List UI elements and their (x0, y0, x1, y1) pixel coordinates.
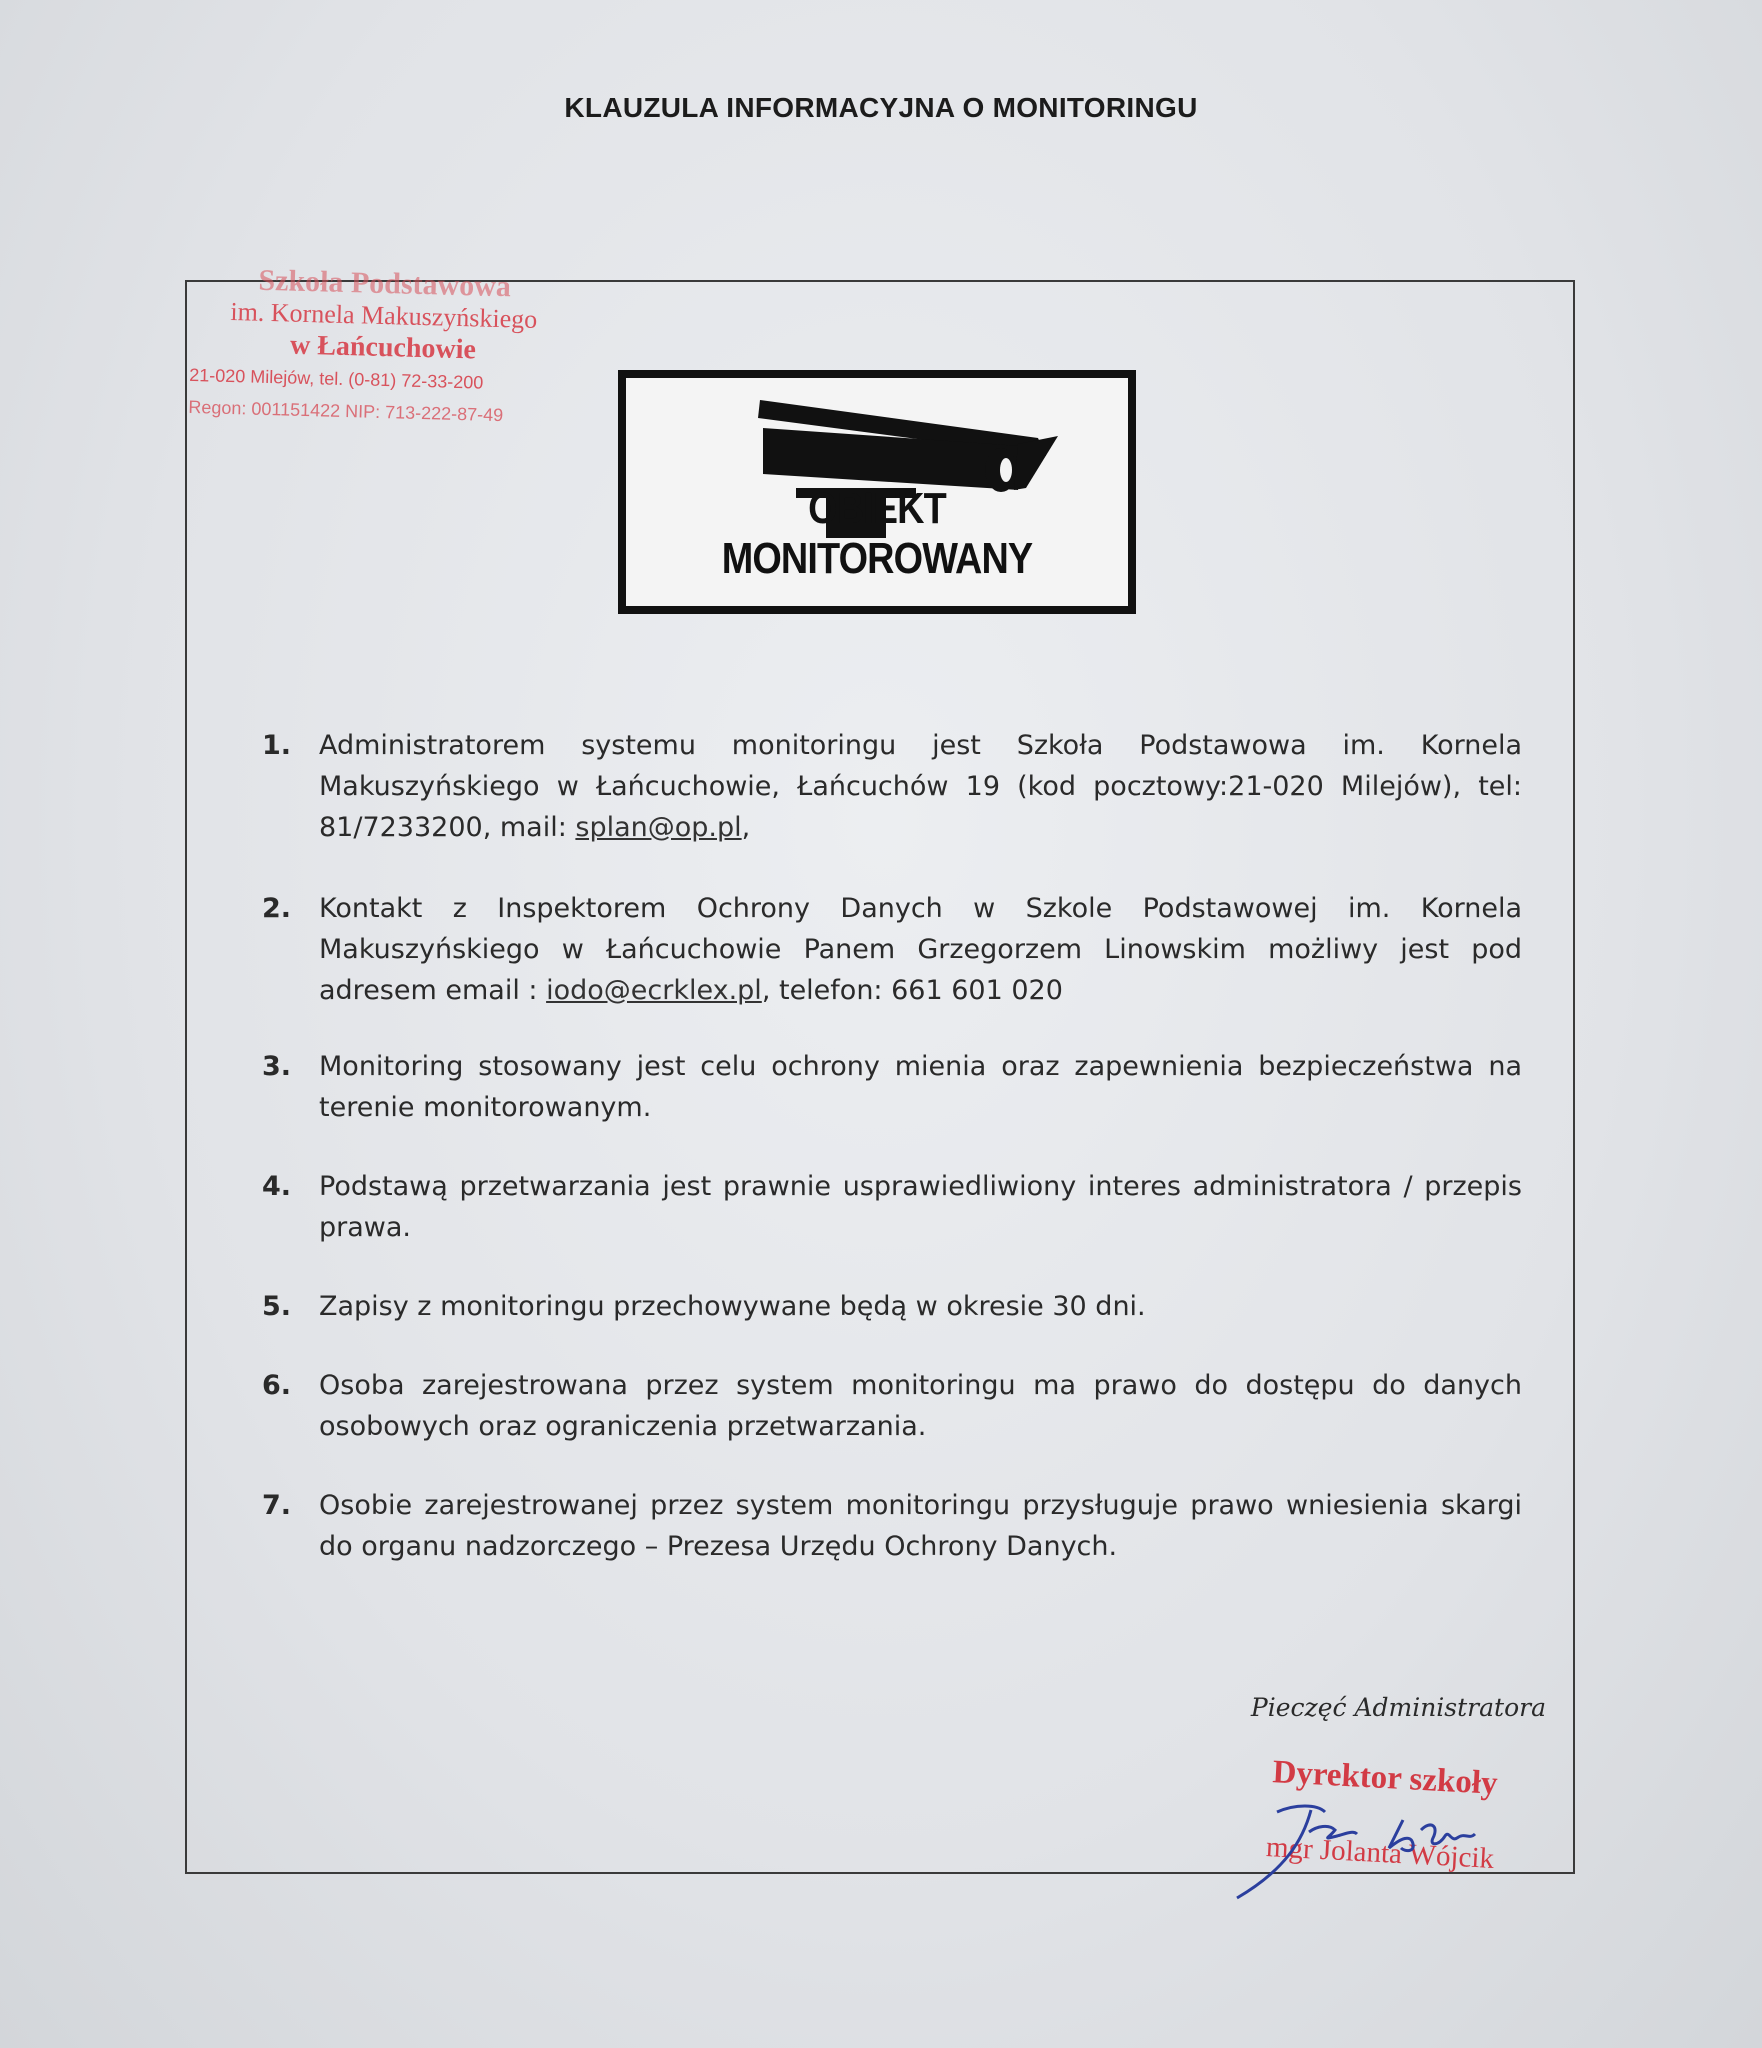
stamp-ids: Regon: 001151422 NIP: 713-222-87-49 (188, 396, 504, 426)
list-item: 4. Podstawą przetwarzania jest prawnie usprawiedliwiony interes administratora / przepis prawa. (262, 1166, 1522, 1248)
item-number: 4. (262, 1171, 292, 1202)
director-title-stamp: Dyrektor szkoły (1271, 1754, 1499, 1802)
stamp-town: w Łańcuchowie (289, 329, 477, 366)
monitoring-sign (618, 370, 1136, 614)
director-name-stamp: mgr Jolanta Wójcik (1265, 1831, 1495, 1875)
stamp-address: 21-020 Milejów, tel. (0-81) 72-33-200 (188, 364, 484, 393)
document-title: KLAUZULA INFORMACYJNA O MONITORINGU (564, 92, 1198, 123)
sign-label: OBIEKT MONITOROWANY (721, 484, 1033, 583)
item-number: 2. (262, 893, 292, 924)
item-number: 7. (262, 1490, 292, 1521)
stamp-patron: im. Kornela Makuszyńskiego (230, 296, 538, 335)
admin-seal-label: Pieczęć Administratora (1250, 1693, 1546, 1722)
iod-email-link[interactable]: iodo@ecrklex.pl (546, 975, 762, 1006)
list-item: 7. Osobie zarejestrowanej przez system monitoringu przysługuje prawo wniesienia skargi do organu nadzorczego – Prezesa Urzędu Ochrony Danych. (262, 1485, 1522, 1567)
signature-icon (1225, 1790, 1515, 1900)
item-number: 3. (262, 1051, 292, 1082)
information-list (262, 725, 1522, 1567)
item-number: 1. (262, 730, 292, 761)
item-number: 6. (262, 1370, 292, 1401)
list-item: 3. Monitoring stosowany jest celu ochrony mienia oraz zapewnienia bezpieczeństwa na terenie monitorowanym. (262, 1046, 1522, 1128)
list-item: 2. Kontakt z Inspektorem Ochrony Danych w Szkole Podstawowej im. Kornela Makuszyńskiego w Łańcuchowie Panem Grzegorzem Linowskim możliwy jest pod adresem email : iodo@ecrklex.pl, telefon: 661 601 020 (262, 888, 1522, 1011)
list-item: 5. Zapisy z monitoringu przechowywane będą w okresie 30 dni. (262, 1286, 1522, 1327)
admin-email-link[interactable]: splan@op.pl (575, 812, 742, 843)
school-stamp (186, 263, 580, 433)
list-item: 1. Administratorem systemu monitoringu jest Szkoła Podstawowa im. Kornela Makuszyńskiego w Łańcuchowie, Łańcuchów 19 (kod pocztowy:21-020 Milejów), tel: 81/7233200, mail: splan@op.pl, (262, 725, 1522, 848)
stamp-school-name: Szkoła Podstawowa (258, 263, 512, 304)
item-number: 5. (262, 1291, 292, 1322)
list-item: 6. Osoba zarejestrowana przez system monitoringu ma prawo do dostępu do danych osobowych oraz ograniczenia przetwarzania. (262, 1365, 1522, 1447)
